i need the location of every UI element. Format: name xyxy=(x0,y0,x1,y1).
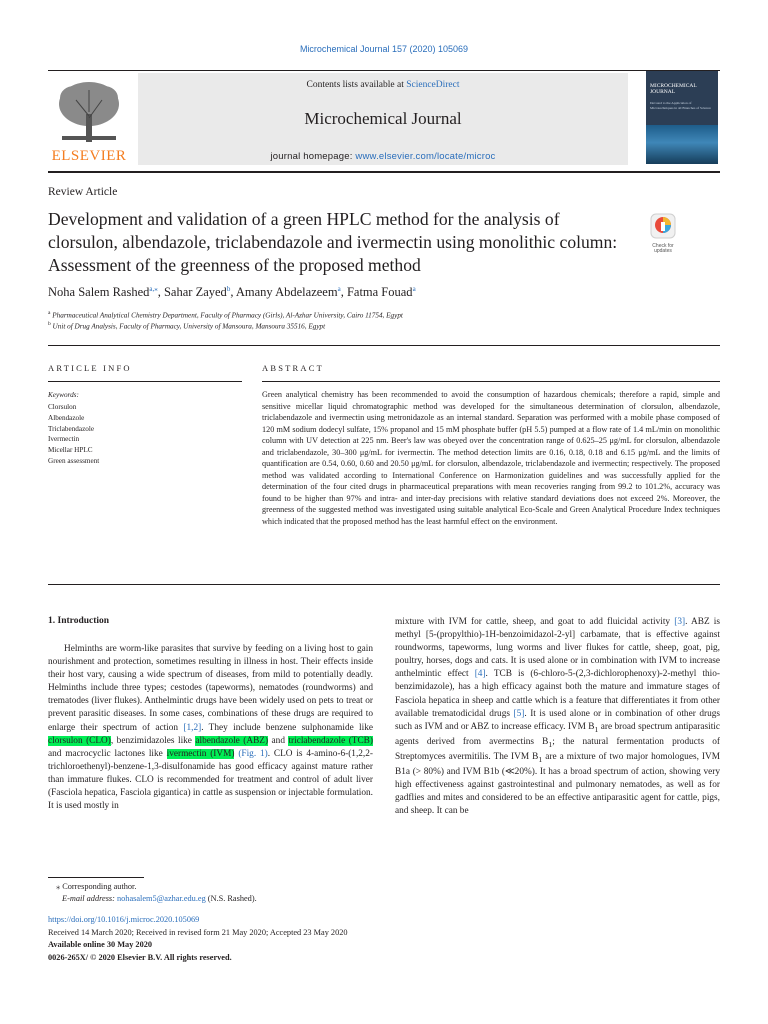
footnote-rule xyxy=(48,877,144,878)
keyword: Ivermectin xyxy=(48,435,80,444)
email-link[interactable]: nohasalem5@azhar.edu.eg xyxy=(117,894,206,903)
cover-artwork xyxy=(646,125,718,164)
affiliation-b: $^b$ Unit of Drug Analysis, Faculty of Pharmacy, University of Mansoura, Mansoura 35516, Egypt xyxy=(48,321,326,331)
cover-subtitle: Devoted to the Application of Microtechniques in all Branches of Science xyxy=(650,101,711,110)
corresponding-author-note: ⁎ Corresponding author. xyxy=(56,882,137,891)
crossmark-label: Check for updates xyxy=(652,243,674,254)
crossmark-badge[interactable] xyxy=(645,213,681,254)
keyword: Green assessment xyxy=(48,456,100,465)
article-title: Development and validation of a green HPLC method for the analysis of clorsulon, albendazole, triclabendazole and ivermectin using monolithic column: Assessment of the greenness of the proposed method xyxy=(48,209,618,275)
highlight-clorsulon: clorsulon (CLO) xyxy=(48,735,111,746)
journal-citation[interactable]: Microchemical Journal 157 (2020) 105069 xyxy=(299,44,469,54)
crossmark-icon xyxy=(645,213,681,239)
available-online: Available online 30 May 2020 xyxy=(48,940,153,949)
section-heading: 1. Introduction xyxy=(48,616,110,626)
divider xyxy=(48,584,720,585)
article-type: Review Article xyxy=(48,186,118,198)
journal-homepage: journal homepage: www.elsevier.com/locate/microc xyxy=(270,151,496,162)
author-affiliation-mark[interactable]: a xyxy=(412,285,416,293)
abstract-rule xyxy=(262,381,720,382)
article-info-heading: ARTICLE INFO xyxy=(48,363,132,373)
paragraph: Helminths are worm-like parasites that survive by feeding on a living host to gain nourishment and protection, sometimes resulting in illness in host. Their effects inside their host vary, causing a wide spectrum of diseases, from mild to potentially deadly. Helminths include three types; cestodes (tapeworms), nematodes (roundworms) and trematodes (liver flukes). Anthelmintic drugs have been widely used on pets to treat or prevent parasitic diseases. In some cases, combinations of these drugs are required to enlarge their spectrum of action [1,2]. They include benzene sulphonamide like clorsulon (CLO), benzimidazoles like albendazole (ABZ) and triclabendazole (TCB) and macrocyclic lactones like ivermectin (IVM) (Fig. 1). CLO is 4-amino-6-(1,2,2-trichloroethenyl)-benzene-1,3-disulfonamide has good efficacy against mature rather than immature flukes. CLO is recommended for treatment and control of adult liver (Fasciola hepatica, Fasciola gigantica) in cattle as suspension or injectable formulation. It is used mostly in xyxy=(48,644,373,812)
keyword: Clorsulon xyxy=(48,403,77,411)
cover-title: MICROCHEMICAL JOURNAL xyxy=(650,83,697,95)
citation-link[interactable]: [3] xyxy=(674,617,686,627)
citation-link[interactable]: [5] xyxy=(513,708,525,719)
header-bottom-rule xyxy=(48,171,720,173)
article-info-rule xyxy=(48,381,242,382)
highlight-albendazole: albendazole (ABZ) xyxy=(195,735,269,746)
author-name[interactable]: Noha Salem Rashed xyxy=(48,285,150,300)
doi-link[interactable]: https://doi.org/10.1016/j.microc.2020.105069 xyxy=(48,915,200,924)
journal-cover-image[interactable] xyxy=(646,71,718,164)
intro-right-column xyxy=(395,616,720,818)
author-affiliation-mark[interactable]: a,⁎ xyxy=(149,285,158,293)
author-affiliation-mark[interactable]: a xyxy=(337,285,341,293)
author-affiliation-mark[interactable]: b xyxy=(226,285,231,293)
abstract-heading: ABSTRACT xyxy=(262,363,324,373)
affiliation-a: $^a$ Pharmaceutical Analytical Chemistry Department, Faculty of Pharmacy (Girls), Al-Azhar University, Cairo 11754, Egypt xyxy=(48,310,403,320)
author-name[interactable]: Amany Abdelazeem xyxy=(235,285,338,300)
keywords-label: Keywords: xyxy=(48,391,79,399)
intro-left-column xyxy=(48,643,373,813)
figure-link[interactable]: (Fig. 1) xyxy=(238,748,268,759)
author-name[interactable]: Fatma Fouad xyxy=(346,285,413,300)
received-dates: Received 14 March 2020; Received in revised form 21 May 2020; Accepted 23 May 2020 xyxy=(48,928,348,937)
journal-banner xyxy=(138,73,628,165)
keyword: Triclabendazole xyxy=(48,424,95,433)
email-note: E-mail address: nohasalem5@azhar.edu.eg (N.S. Rashed). xyxy=(62,894,257,903)
elsevier-wordmark[interactable]: ELSEVIER xyxy=(51,148,127,164)
citation-link[interactable]: [1,2] xyxy=(183,722,202,733)
contents-line: Contents lists available at ScienceDirect xyxy=(306,80,460,90)
keyword: Micellar HPLC xyxy=(48,446,93,455)
author-name[interactable]: Sahar Zayed xyxy=(163,285,227,300)
author-list: Noha Salem Rashed$^{a,⁎}$, Sahar Zayed$^b$, Amany Abdelazeem$^a$, Fatma Fouad$^a$ xyxy=(48,285,416,300)
sciencedirect-link[interactable]: ScienceDirect xyxy=(406,80,460,90)
header-top-rule xyxy=(48,70,720,71)
keyword: Albendazole xyxy=(48,413,85,422)
divider xyxy=(48,345,720,346)
highlight-ivermectin: ivermectin (IVM) xyxy=(166,748,235,759)
homepage-link[interactable]: www.elsevier.com/locate/microc xyxy=(355,151,496,162)
highlight-triclabendazole: triclabendazole (TCB) xyxy=(288,735,373,746)
keywords-list xyxy=(48,402,99,467)
copyright-line: 0026-265X/ © 2020 Elsevier B.V. All rights reserved. xyxy=(48,953,232,962)
abstract-text: Green analytical chemistry has been recommended to avoid the consumption of hazardous chemicals; therefore a rapid, simple and sensitive micellar liquid chromatographic method was developed for the simultaneous determination of clorsulon, albendazole, triclabendazole and ivermectin using metronidazole as an internal standard. Separation was performed with a mobile phase composed of 120 mM sodium dodecyl sulfate, 15% propanol and 15 mM phosphate buffer (pH 5.5) pumped at a flow rate of 1.4 mL/min on monolithic column with UV detection at 225 nm. Beer's law was obeyed over the concentration range of 0.625–25 μg/mL for clorsulon, albendazole and triclabendazole, 30–300 μg/mL for ivermectin. The method detection limits are 0.16, 0.18, 0.18 and 6.15 μg/mL and the limits of quantification are 0.54, 0.60, 0.60 and 20.50 μg/mL for clorsulon, albendazole, triclabendazole and ivermectin; respectively. The proposed method was validated according to International Conference on Harmonization guidelines and was successfully applied for the determination of the four cited drugs in pharmaceutical preparations with mean recoveries ranging from 99.2 to 101.2%, accuracy was found to be higher than 97% and intra- and inter-day precisions with relative standard deviations does not exceed 2%. Moreover, the greenness of the suggested method was investigated using suitable analytical Eco-Scale and Green Analytical Procedure Index techniques which indicated that the proposed method has the least harmful effect on the environment. xyxy=(262,390,720,527)
journal-name: Microchemical Journal xyxy=(304,109,462,128)
paragraph: mixture with IVM for cattle, sheep, and goat to add fluicidal activity [3]. ABZ is methyl [5-(propylthio)-1H-benzoimidazol-2-yl] carbamate, that is effective against roundworms, tapeworms, lung worms and liver flukes for cattle, sheep, goat, pig, poultry, horses, dogs and cats. It is used alone or in combination with IVM to increase anthelmintic effect [4]. TCB is (6-chloro-5-(2,3-dichlorophenoxy)-2-methyl thio-benzimidazole), has a high efficacy against both the mature and immature stages of Fasciola hepatica in sheep and cattle which is a feature that differentiates it from other available trematodicidal drugs [5]. It is used alone or in combination of other drugs such as IVM and or ABZ to increase efficacy. IVM $B_1$ are broad spectrum antiparasitic agents derived from avermectins $B_1$; the natural fermentation products of Streptomyces avermitilis. The IVM $B_1$ are a mixture of two major homologues, IVM B1a (> 80%) and IVM B1b (≪20%). It has a broad spectrum of action, showing very high effectiveness against gastrointestinal and pulmonary nematodes, as well as for gadflies and mites and considered to be an effective antiparasitic agent for cattle, pigs, and sheep. It can be xyxy=(395,617,721,816)
citation-link[interactable]: [4] xyxy=(474,669,486,680)
